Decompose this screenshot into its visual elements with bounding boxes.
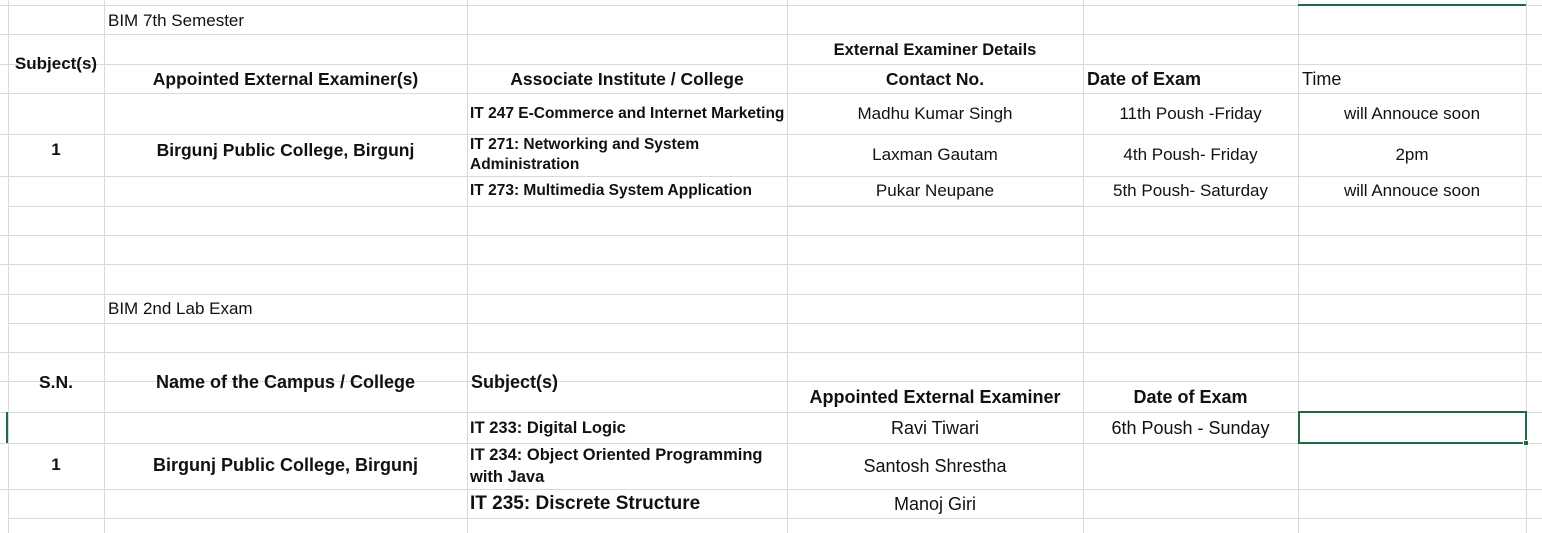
header-college: Name of the Campus / College — [155, 372, 416, 392]
section2-subject-2: IT 234: Object Oriented Programming with Java — [470, 446, 763, 486]
section1-time-1: will Annouce soon — [1343, 103, 1481, 123]
section2-examiner-1: Ravi Tiwari — [890, 417, 979, 438]
section1-college: Birgunj Public College, Birgunj — [156, 139, 415, 160]
section1-examiner-2: Laxman Gautam — [872, 145, 998, 164]
section1-title: BIM 7th Semester — [108, 10, 245, 30]
section1-subject-1: IT 247 E-Commerce and Internet Marketing — [470, 104, 785, 122]
section1-time-2: 2pm — [1395, 145, 1429, 164]
section1-subject-2: IT 271: Networking and System Administration — [470, 136, 700, 173]
section2-subject-3: IT 235: Discrete Structure — [470, 492, 701, 514]
header-contact: Contact No. — [885, 68, 985, 89]
header-time: Time — [1302, 68, 1342, 89]
section1-date-3: 5th Poush- Saturday — [1113, 181, 1268, 200]
row-highlight — [6, 412, 8, 443]
fill-handle[interactable] — [1523, 440, 1529, 446]
section2-subject-1: IT 233: Digital Logic — [470, 418, 626, 437]
section2-sn: 1 — [51, 455, 61, 474]
active-cell-selection[interactable] — [1298, 411, 1527, 444]
section2-date-2 — [1083, 443, 1298, 489]
section2-title: BIM 2nd Lab Exam — [108, 298, 253, 318]
section1-subject-3: IT 273: Multimedia System Application — [470, 182, 752, 199]
section1-date-2: 4th Poush- Friday — [1123, 145, 1258, 164]
section2-date-1: 6th Poush - Sunday — [1111, 417, 1270, 438]
section1-examiner-1: Madhu Kumar Singh — [857, 103, 1013, 123]
header-date-2: Date of Exam — [1133, 386, 1248, 407]
section2-examiner-2: Santosh Shrestha — [863, 456, 1007, 476]
section1-time-3: will Annouce soon — [1343, 181, 1481, 200]
section2-date-3 — [1083, 489, 1298, 518]
header-subjects-2: Subject(s) — [471, 372, 559, 392]
header-sn: S.N. — [38, 372, 74, 392]
section2-college: Birgunj Public College, Birgunj — [152, 455, 418, 475]
section2-examiner-3: Manoj Giri — [893, 493, 977, 514]
header-institute: Associate Institute / College — [510, 68, 744, 89]
header-appointed: Appointed External Examiner(s) — [152, 68, 419, 89]
header-date: Date of Exam — [1087, 68, 1202, 89]
column-highlight — [1298, 4, 1526, 6]
section1-date-1: 11th Poush -Friday — [1119, 103, 1262, 123]
section1-examiner-3: Pukar Neupane — [875, 181, 995, 200]
group-header: External Examiner Details — [833, 40, 1037, 59]
header-examiner: Appointed External Examiner — [809, 386, 1061, 407]
header-subjects: Subject(s) — [14, 54, 98, 73]
section1-sn: 1 — [51, 139, 61, 159]
